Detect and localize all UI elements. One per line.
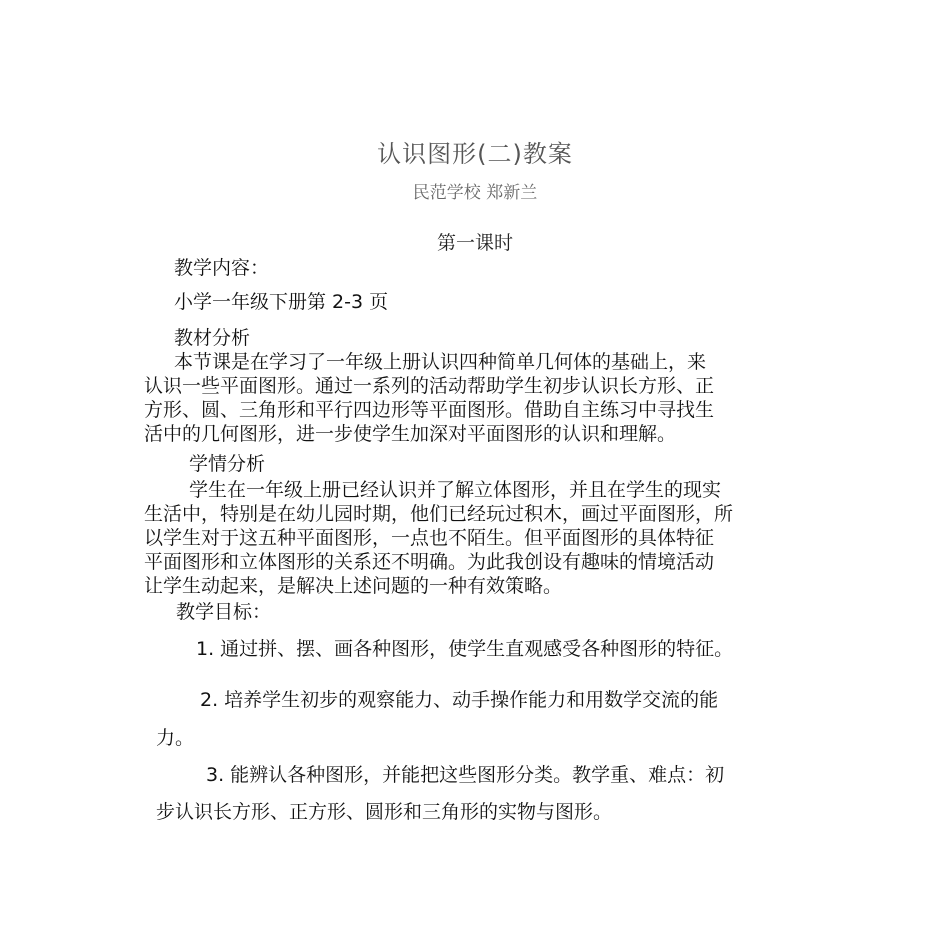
students-line-1: 学生在一年级上册已经认识并了解立体图形，并且在学生的现实 xyxy=(189,479,722,501)
goal-2-line-1 xyxy=(200,688,718,712)
goal-3-line-1 xyxy=(206,763,724,787)
textbook-heading: 教材分析 xyxy=(174,327,251,349)
content-text-suffix: 页 xyxy=(363,291,389,313)
content-text xyxy=(174,290,388,314)
goal-3-line-2: 步认识长方形、正方形、圆形和三角形的实物与图形。 xyxy=(156,801,613,823)
textbook-line-2: 认识一些平面图形。通过一系列的活动帮助学生初步认识长方形、正 xyxy=(144,375,715,397)
students-line-5: 让学生动起来，是解决上述问题的一种有效策略。 xyxy=(144,575,563,597)
goal-3-number: 3. xyxy=(206,764,225,786)
document-author: 民范学校 郑新兰 xyxy=(412,183,538,203)
goal-1-number: 1. xyxy=(196,638,215,660)
goal-1-text: 通过拼、摆、画各种图形，使学生直观感受各种图形的特征。 xyxy=(214,638,734,660)
students-heading: 学情分析 xyxy=(189,453,266,475)
students-line-2: 生活中，特别是在幼儿园时期，他们已经玩过积木，画过平面图形，所 xyxy=(144,503,734,525)
content-heading: 教学内容： xyxy=(174,257,270,279)
students-line-4: 平面图形和立体图形的关系还不明确。为此我创设有趣味的情境活动 xyxy=(144,551,715,573)
textbook-line-1: 本节课是在学习了一年级上册认识四种简单几何体的基础上，来 xyxy=(174,351,707,373)
goals-heading: 教学目标： xyxy=(176,601,272,623)
document-title: 认识图形(二)教案 xyxy=(377,140,573,168)
textbook-line-4: 活中的几何图形，进一步使学生加深对平面图形的认识和理解。 xyxy=(144,423,677,445)
content-text-pages: 2-3 xyxy=(332,291,364,313)
goal-2-line-2: 力。 xyxy=(156,727,195,749)
lesson-heading: 第一课时 xyxy=(436,232,513,254)
content-text-prefix: 小学一年级下册第 xyxy=(174,291,333,313)
goal-1 xyxy=(196,637,733,661)
students-line-3: 以学生对于这五种平面图形，一点也不陌生。但平面图形的具体特征 xyxy=(144,527,715,549)
goal-2-number: 2. xyxy=(200,689,219,711)
goal-2-text-1: 培养学生初步的观察能力、动手操作能力和用数学交流的能 xyxy=(218,689,719,711)
goal-3-text-1: 能辨认各种图形，并能把这些图形分类。教学重、难点：初 xyxy=(224,764,725,786)
textbook-line-3: 方形、圆、三角形和平行四边形等平面图形。借助自主练习中寻找生 xyxy=(144,399,715,421)
